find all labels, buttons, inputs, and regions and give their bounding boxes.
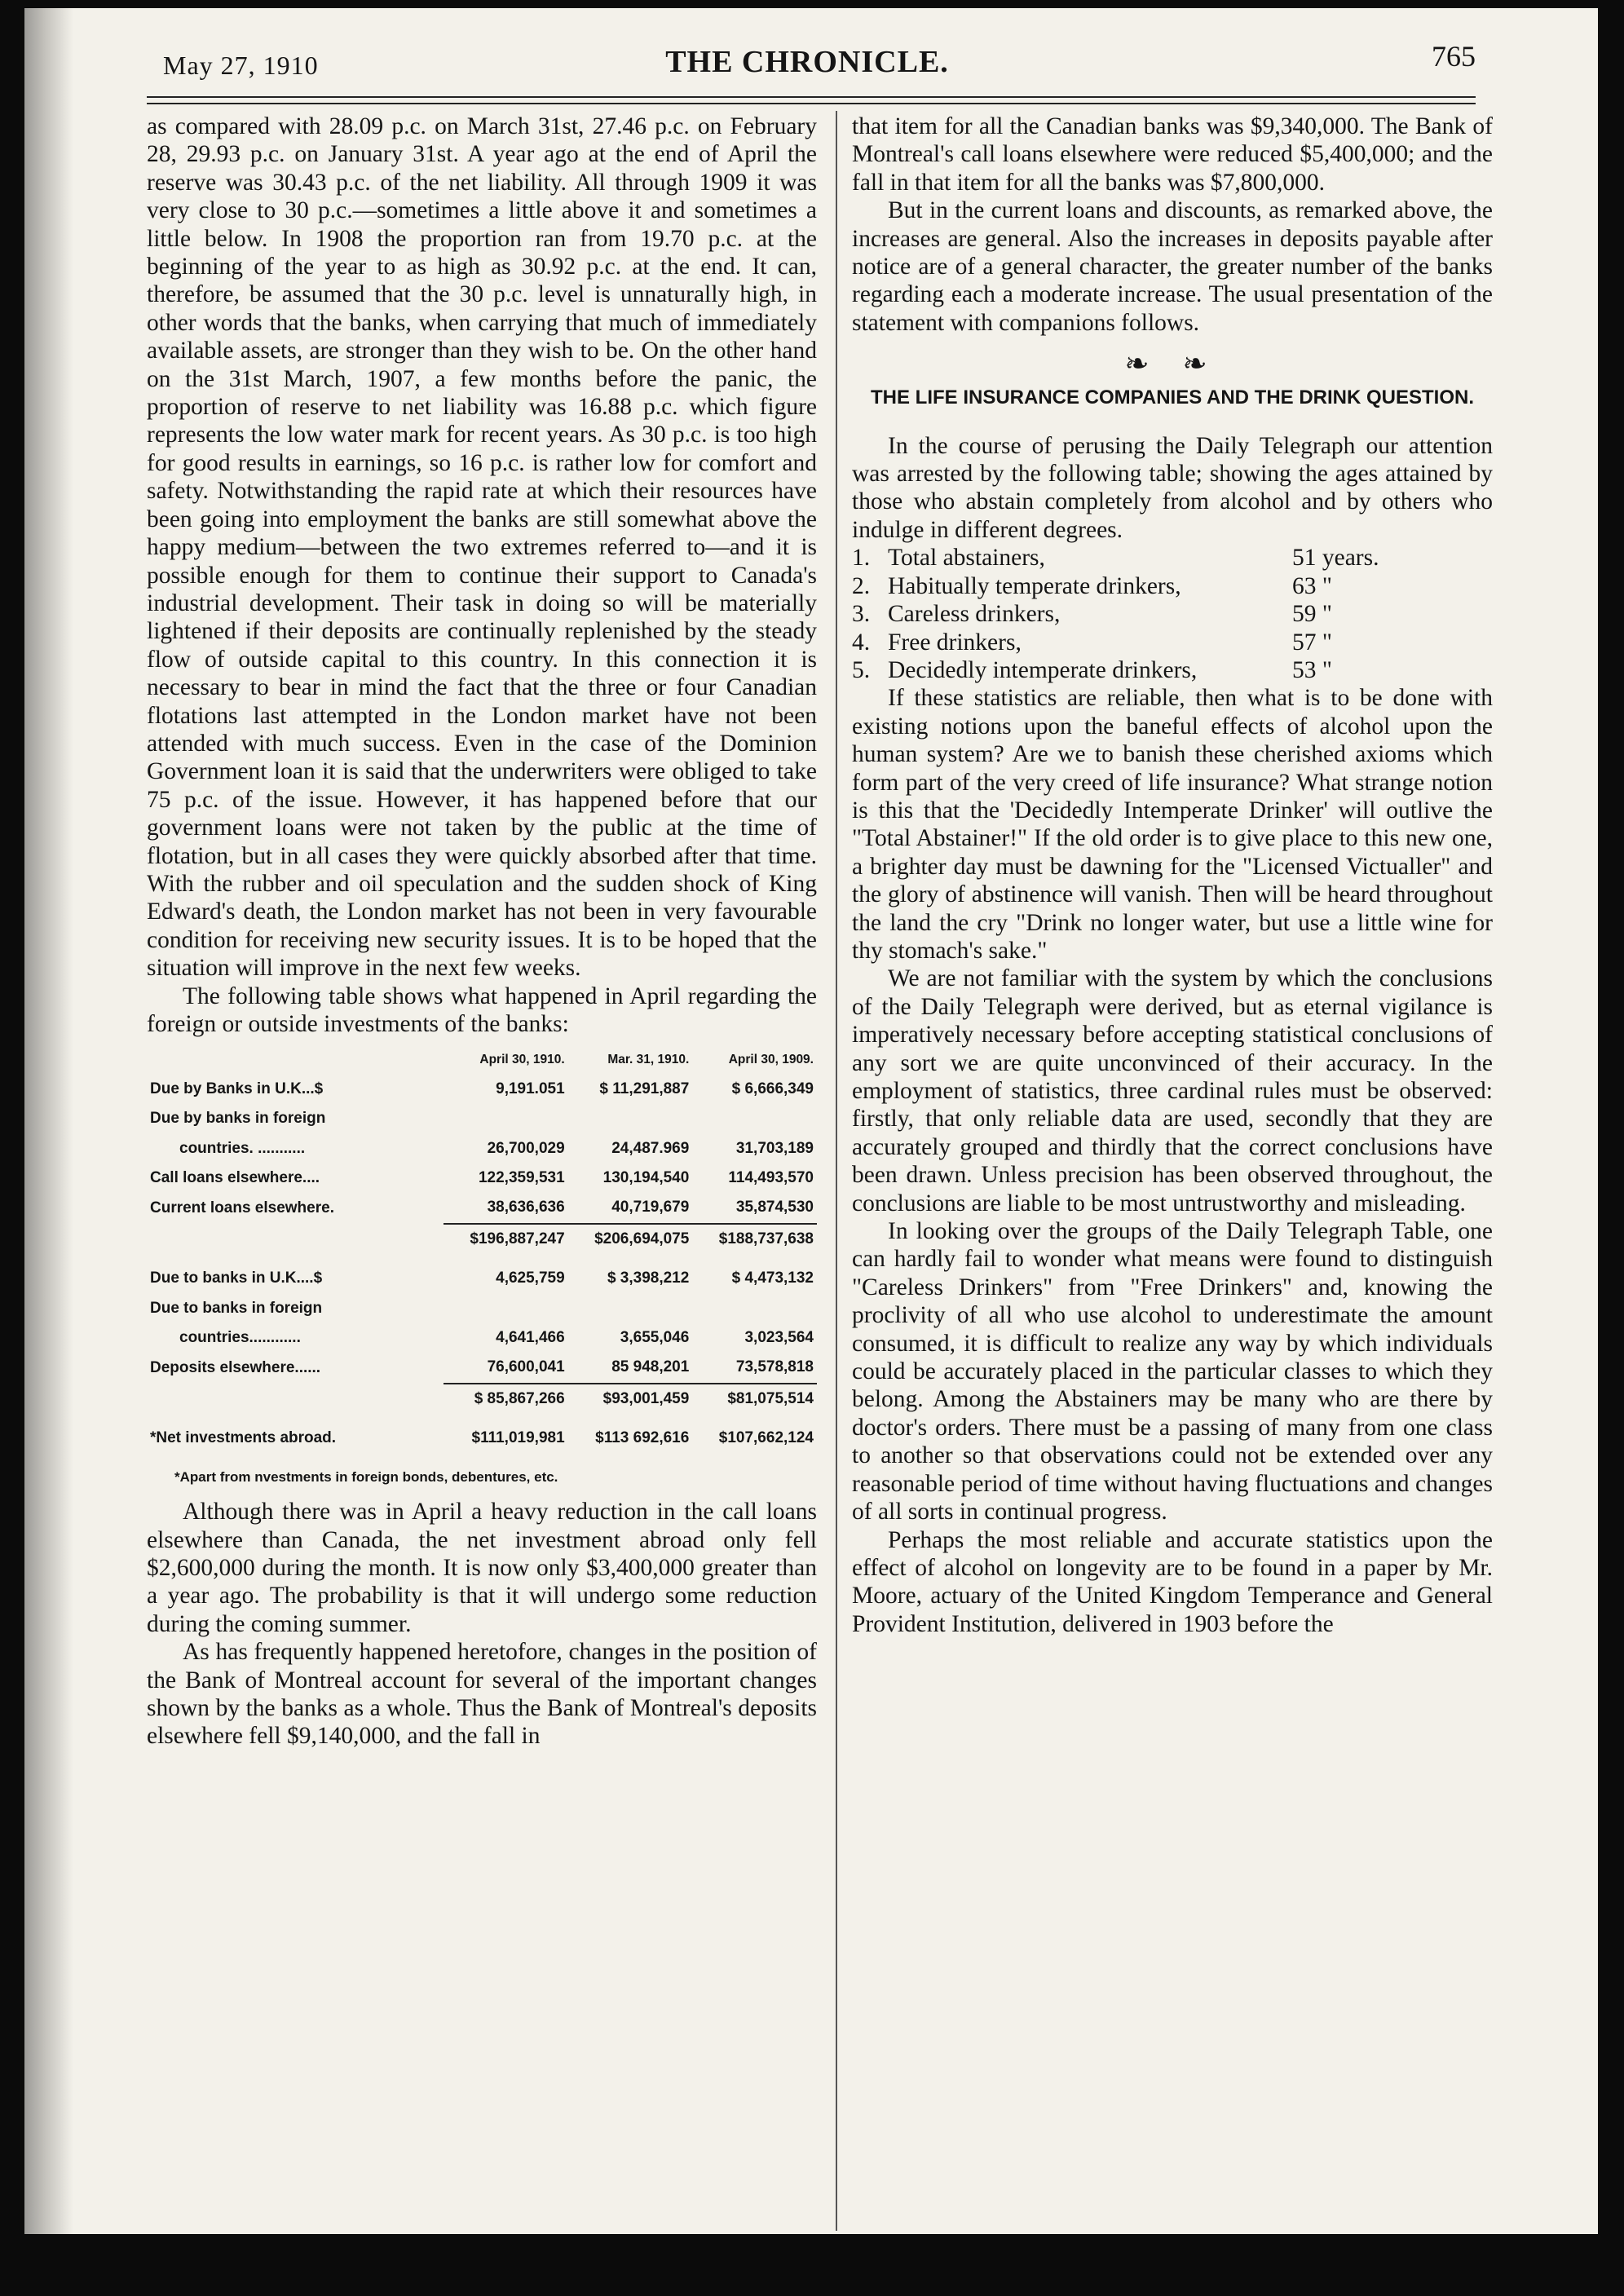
right-paragraph-2: But in the current loans and discounts, as remarked above, the increases are general. Also the increases in deposits payable after notice are of a general character, the greater number of the banks regarding each a moderate increase. The usual presentation of the statement with companions follows. xyxy=(852,197,1493,336)
cell-value: 35,874,530 xyxy=(735,1199,814,1216)
list-label: Careless drinkers, xyxy=(888,601,1061,628)
cell-value xyxy=(444,1294,568,1323)
left-column xyxy=(147,113,817,1751)
left-paragraph-1: as compared with 28.09 p.c. on March 31st, 27.46 p.c. on February 28, 29.93 p.c. on January 31st. A year ago at the end of April the reserve was 30.43 p.c. of the net liability. All through 1909 it was very close to 30 p.c.—sometimes a little above it and sometimes a little below. In 1908 the proportion ran from 19.70 p.c. at the beginning of the year to as high as 30.92 p.c. at the end. It can, therefore, be assumed that the 30 p.c. level is unnaturally high, in other words that the banks, when carrying that much of immediately available assets, are stronger than they wish to be. On the other hand on the 31st March, 1907, a few months before the panic, the proportion of reserve to net liability was 16.88 p.c. which figure represents the low water mark for recent years. As 30 p.c. is too high for good results in earnings, so 16 p.c. is rather low for comfort and safety. Notwithstanding the rapid rate at which their resources have been going into employment the banks are still somewhat above the happy medium—between the two extremes referred to—and it is possible enough for them to continue their support to Canada's industrial development. Their task in doing so will be materially lightened if their deposits are continually replenished by the steady flow of outside capital to this country. In this connection it is necessary to bear in mind the fact that the three or four Canadian flotations last attempted in the London market have not been attended with much success. Even in the case of the Dominion Government loan it is said that the underwriters were obliged to take 75 p.c. of the issue. However, it has happened before that our government loans were not taken by the public at the time of flotation, but in all cases they were quickly absorbed after that time. With the rubber and oil speculation and the sudden shock of King Edward's death, the London market has not been in very favourable condition for receiving new security issues. It is to be hoped that the situation will improve in the next few weeks. xyxy=(147,113,817,982)
list-number: 5. xyxy=(852,656,871,683)
list-item xyxy=(852,600,1493,628)
column-divider xyxy=(836,111,837,2231)
right-paragraph-4: If these statistics are reliable, then what is to be done with existing notions upon the baneful effects of alcohol upon the human system? Are we to banish these cherished axioms which form part of the very creed of life insurance? What strange notion is this that the 'Decidedly Intemperate Drinker' will outlive the "Total Abstainer!" If the old order is to give place to this new one, a brighter day must be dawning for the "Licensed Victualler" and the glory of abstinence will vanish. Then will be heard throughout the land the cry "Drink no longer water, but use a little wine for thy stomach's sake." xyxy=(852,685,1493,964)
cell-value xyxy=(444,1104,568,1133)
table-row xyxy=(147,1264,817,1293)
table-spacer xyxy=(147,1254,817,1264)
table-total-row xyxy=(147,1224,817,1254)
left-paragraph-3: Although there was in April a heavy reduction in the call loans elsewhere than Canada, the net investment abroad only fell $2,600,000 during the month. It is now only $3,400,000 greater than a year ago. The probability is that it will undergo some reduction during the coming summer. xyxy=(147,1499,817,1637)
article-headline: THE LIFE INSURANCE COMPANIES AND THE DRINK QUESTION. xyxy=(870,386,1475,408)
list-item xyxy=(852,572,1493,600)
cell-value: 38,636,636 xyxy=(487,1199,565,1216)
list-item xyxy=(852,629,1493,656)
cell-value: 3,023,564 xyxy=(744,1329,814,1347)
row-label: Due by banks in foreign xyxy=(150,1110,326,1128)
list-label: Total abstainers, xyxy=(888,545,1045,572)
header-rule-bottom xyxy=(147,103,1476,104)
list-label: Decidedly intemperate drinkers, xyxy=(888,656,1198,683)
cell-value: 85 948,201 xyxy=(611,1358,690,1376)
table-footnote: *Apart from nvestments in foreign bonds, debentures, etc. xyxy=(174,1468,558,1485)
row-label: Current loans elsewhere. xyxy=(150,1199,334,1216)
right-paragraph-7: Perhaps the most reliable and accurate statistics upon the effect of alcohol on longevity are to be found in a paper by Mr. Moore, actuary of the United Kingdom Temperance and General Provident Institution, delivered in 1903 before the xyxy=(852,1526,1493,1637)
row-label: Due to banks in U.K....$ xyxy=(150,1269,323,1287)
cell-value xyxy=(568,1104,693,1133)
cell-value: 4,641,466 xyxy=(496,1329,565,1347)
right-column xyxy=(852,113,1493,1638)
newspaper-page xyxy=(24,8,1598,2234)
list-value: 63 " xyxy=(1292,572,1332,599)
list-value: 51 years. xyxy=(1292,545,1379,572)
table-header-cell xyxy=(147,1046,444,1074)
foreign-investments-table xyxy=(147,1046,817,1453)
table-header-row xyxy=(147,1046,817,1074)
table-row xyxy=(147,1075,817,1104)
total-value: $ 85,867,266 xyxy=(444,1384,568,1414)
page-number: 765 xyxy=(1432,40,1476,73)
cell-value: 24,487.969 xyxy=(611,1139,690,1157)
table-row xyxy=(147,1163,817,1193)
cell-value: 122,359,531 xyxy=(478,1169,565,1187)
table-header-cell: April 30, 1910. xyxy=(479,1053,565,1067)
cell-value xyxy=(692,1294,817,1323)
cell-value: 73,578,818 xyxy=(735,1358,814,1376)
cell-value: 130,194,540 xyxy=(602,1169,690,1187)
row-label: Due to banks in foreign xyxy=(150,1299,323,1317)
table-header-cell: April 30, 1909. xyxy=(728,1053,814,1067)
right-paragraph-6: In looking over the groups of the Daily Telegraph Table, one can hardly fail to wonder what means were found to distinguish "Careless Drinkers" from "Free Drinkers" and, knowing the proclivity of all who use alcohol to underestimate the amount consumed, it is difficult to realize any way by which individuals could be accurately placed in the particular classes to which they belong. Among the Abstainers may be many who are there by doctor's orders. There must be a passing of many from one class to another so that observations could not be extended over any reasonable period of time without having fluctuations and changes of all sorts in continual progress. xyxy=(852,1218,1493,1526)
table-spacer xyxy=(147,1414,817,1424)
table-row xyxy=(147,1323,817,1353)
list-label: Free drinkers, xyxy=(888,629,1022,656)
cell-value: 3,655,046 xyxy=(620,1329,690,1347)
table-header-cell: Mar. 31, 1910. xyxy=(607,1053,690,1067)
net-value: $111,019,981 xyxy=(471,1429,565,1447)
total-value: $81,075,514 xyxy=(692,1384,817,1414)
list-value: 59 " xyxy=(1292,601,1332,628)
table-row xyxy=(147,1193,817,1223)
list-number: 1. xyxy=(852,545,871,572)
net-value: $107,662,124 xyxy=(718,1429,814,1447)
list-number: 4. xyxy=(852,629,871,656)
list-number: 3. xyxy=(852,601,871,628)
table-total-row xyxy=(147,1384,817,1414)
table-row xyxy=(147,1353,817,1383)
list-number: 2. xyxy=(852,572,871,599)
cell-value xyxy=(568,1294,693,1323)
left-paragraph-4: As has frequently happened heretofore, changes in the position of the Bank of Montreal account for several of the important changes shown by the banks as a whole. Thus the Bank of Montreal's deposits elsewhere fell $9,140,000, and the fall in xyxy=(147,1639,817,1750)
binding-shadow xyxy=(24,8,73,2234)
cell-value: $ 3,398,212 xyxy=(607,1269,690,1287)
cell-value: 31,703,189 xyxy=(735,1139,814,1157)
cell-value xyxy=(692,1104,817,1133)
right-paragraph-3: In the course of perusing the Daily Telegraph our attention was arrested by the following table; showing the ages attained by those who abstain completely from alcohol and by others who indulge in different degrees. xyxy=(852,432,1493,543)
list-value: 57 " xyxy=(1292,629,1332,656)
page-header xyxy=(139,39,1476,88)
total-value: $188,737,638 xyxy=(692,1224,817,1254)
left-paragraph-2: The following table shows what happened in April regarding the foreign or outside investments of the banks: xyxy=(147,982,817,1037)
table-row xyxy=(147,1104,817,1133)
total-value: $196,887,247 xyxy=(444,1224,568,1254)
section-ornament: ❧ ❧ xyxy=(1124,347,1220,381)
list-item xyxy=(852,656,1493,684)
right-paragraph-1: that item for all the Canadian banks was $9,340,000. The Bank of Montreal's call loans elsewhere were reduced $5,400,000; and the fall in that item for all the banks was $7,800,000. xyxy=(852,113,1493,196)
table-net-row xyxy=(147,1424,817,1453)
cell-value: 9,191.051 xyxy=(496,1080,565,1097)
cell-value: $ 11,291,887 xyxy=(599,1080,690,1097)
table-row xyxy=(147,1134,817,1163)
cell-value: 76,600,041 xyxy=(487,1358,565,1376)
cell-value: 26,700,029 xyxy=(487,1139,565,1157)
net-value: $113 692,616 xyxy=(595,1429,690,1447)
right-paragraph-5: We are not familiar with the system by which the conclusions of the Daily Telegraph were derived, but as eternal vigilance is imperatively necessary before accepting statistical conclusions of any sort we are quite unconvinced of their accuracy. In the employment of statistics, three cardinal rules must be observed: firstly, that only reliable data are used, secondly that they are accurately grouped and thirdly that the correct conclusions have been drawn. Unless precision has been observed throughout, the conclusions are liable to be most untrustworthy and misleading. xyxy=(852,965,1493,1216)
row-label: *Net investments abroad. xyxy=(150,1429,337,1447)
row-label xyxy=(147,1224,444,1254)
list-item xyxy=(852,544,1493,572)
header-date: May 27, 1910 xyxy=(163,51,319,80)
row-label: countries. ........... xyxy=(179,1139,306,1157)
cell-value: 4,625,759 xyxy=(496,1269,565,1287)
row-label: Call loans elsewhere.... xyxy=(150,1169,320,1187)
row-label xyxy=(147,1384,444,1414)
row-label: countries............ xyxy=(179,1329,301,1347)
cell-value: $ 6,666,349 xyxy=(731,1080,814,1097)
header-rule-top xyxy=(147,96,1476,98)
cell-value: $ 4,473,132 xyxy=(731,1269,814,1287)
table-row xyxy=(147,1294,817,1323)
drinker-ages-list xyxy=(852,544,1493,684)
cell-value: 114,493,570 xyxy=(728,1169,814,1187)
list-value: 53 " xyxy=(1292,656,1332,683)
total-value: $206,694,075 xyxy=(568,1224,693,1254)
list-label: Habitually temperate drinkers, xyxy=(888,572,1181,599)
publication-title: THE CHRONICLE. xyxy=(665,45,949,79)
total-value: $93,001,459 xyxy=(568,1384,693,1414)
row-label: Due by Banks in U.K...$ xyxy=(150,1080,324,1097)
row-label: Deposits elsewhere...... xyxy=(150,1358,321,1376)
cell-value: 40,719,679 xyxy=(611,1199,690,1216)
